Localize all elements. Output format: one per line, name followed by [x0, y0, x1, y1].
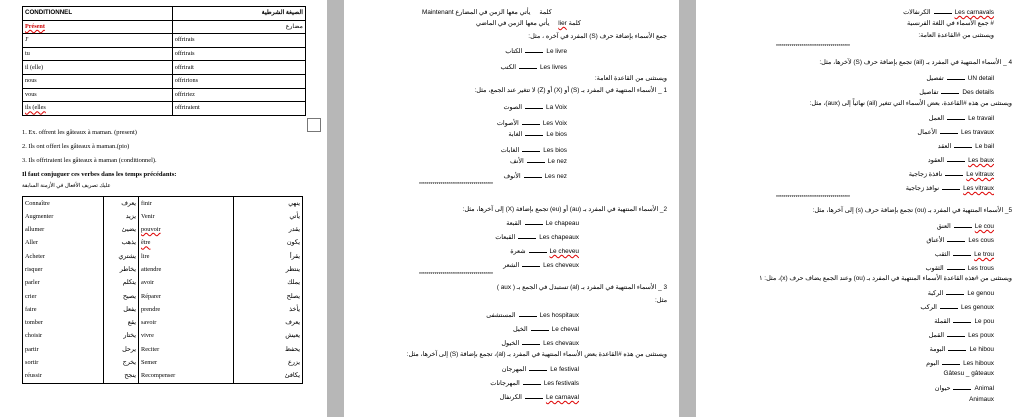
verb-ar-1: يذهب — [104, 237, 139, 250]
example-fr: Le nez — [547, 158, 567, 165]
separator-stars: ************************************** — [776, 44, 850, 50]
fill-blank — [947, 74, 965, 80]
verb-fr-1: Connaître — [23, 197, 104, 211]
verb-fr-2: être — [139, 237, 234, 250]
verb-fr-1: Augmenter — [23, 210, 104, 223]
rule-text: 1 _ الأسماء المنتهية في المفرد بـ (S) أو (X) أو (Z) لا تتغير عند الجمع، مثل: — [474, 87, 667, 94]
example-ar: المهرجانات — [490, 380, 520, 387]
fill-blank — [525, 47, 543, 53]
example-ar: الثقوب — [925, 265, 944, 272]
verb-ar-2: ينتظر — [234, 263, 303, 276]
verb-fr-2: Reciter — [139, 343, 234, 356]
top1-fr: Maintenant — [422, 9, 454, 16]
example-pair — [926, 74, 994, 82]
verb-fr-1: partir — [23, 343, 104, 356]
verb-fr-1: tomber — [23, 317, 104, 330]
example-fr: La Voix — [546, 104, 567, 111]
verb-ar-2: يكون — [234, 237, 303, 250]
rule-text: # جمع الأسماء في اللغة الفرنسية — [907, 20, 994, 27]
example-fr: Les chevaux — [543, 340, 579, 347]
table-row — [23, 290, 303, 303]
fill-blank — [518, 233, 536, 239]
verb-ar-1: يصيح — [104, 290, 139, 303]
example-ar: المهرجان — [501, 366, 527, 373]
example-pair — [929, 331, 994, 339]
separator-stars: ************************************** — [776, 195, 850, 201]
fill-blank — [942, 184, 960, 190]
example-ar: الأصوات — [496, 120, 519, 127]
example-fr: Les bios — [543, 147, 567, 154]
verb-fr-2: savoir — [139, 317, 234, 330]
separator-stars: ************************************** — [419, 182, 493, 188]
fill-blank — [947, 264, 965, 270]
example-ar: شعرة — [510, 248, 526, 255]
example-ar: الخيل — [513, 326, 528, 333]
example-ar: الخيول — [501, 340, 520, 347]
example-pair — [497, 119, 567, 127]
conjugate-heading: Il faut conjuguer ces verbes dans les temps précédants: — [22, 171, 177, 178]
table-resize-handle[interactable] — [307, 118, 321, 132]
example-ar: تفصيل — [926, 75, 944, 82]
example-fr: Les trous — [967, 265, 994, 272]
example-pair — [513, 325, 579, 333]
verb-ar-1: يختار — [104, 330, 139, 343]
example-fr: Des details — [962, 89, 994, 96]
fill-blank — [953, 384, 971, 390]
example-pair — [935, 250, 994, 258]
example-ar: الركبة — [927, 290, 944, 297]
example-ar: الغابات — [500, 147, 520, 154]
example-ar: الصوت — [503, 104, 523, 111]
top2-ar: كلمة — [568, 20, 581, 27]
rule-text: ويستثنى من #القاعدة العامة: — [918, 32, 994, 39]
fill-blank — [947, 114, 965, 120]
example-ar: البومة — [929, 346, 946, 353]
fill-blank — [954, 142, 972, 148]
fill-blank — [945, 170, 963, 176]
verb-ar-2: يأتي — [234, 210, 303, 223]
example-ar: نوافذ زجاجية — [905, 185, 940, 192]
top2-ar2: يأتي معها الزمن في الماضي — [476, 20, 550, 27]
verb-cell: offririons — [172, 74, 305, 88]
example-pair — [503, 103, 567, 111]
verb-ar-1: يخاطر — [104, 263, 139, 276]
example-fr: Le pou — [974, 318, 994, 325]
example-fr: Les genoux — [960, 304, 994, 311]
example-fr: UN detail — [967, 75, 994, 82]
table-row — [23, 210, 303, 223]
top1-ar: كلمة — [539, 9, 552, 16]
verb-ar-1: يتكلم — [104, 277, 139, 290]
example-ar: العقود — [927, 157, 945, 164]
verb-fr-2: Venir — [139, 210, 234, 223]
table-row — [23, 370, 303, 384]
pronoun-cell: tu — [23, 47, 173, 61]
example-pair — [926, 236, 994, 244]
fill-blank — [942, 359, 960, 365]
fill-blank — [948, 345, 966, 351]
example-fr: Le hibou — [969, 346, 994, 353]
pronoun-cell: nous — [23, 74, 173, 88]
example-ar: نافذة زجاجية — [908, 171, 943, 178]
fill-blank — [954, 222, 972, 228]
verb-ar-2: يقرأ — [234, 250, 303, 263]
extra2-fr: Animal — [974, 385, 994, 392]
table-row — [23, 303, 303, 316]
fill-blank — [525, 103, 543, 109]
example-pair — [502, 365, 579, 373]
example-ar: العنق — [936, 223, 951, 230]
extra-line-1: Gâtesu _ gâteaux — [943, 370, 994, 377]
table-row — [23, 34, 306, 48]
verb-ar-2: ينهي — [234, 197, 303, 211]
example-ar: المستشفى — [486, 312, 516, 319]
top-line-1 — [422, 10, 552, 16]
pronoun-cell: ils (elles — [23, 102, 173, 116]
example-ar: الغابة — [508, 131, 523, 138]
verb-fr-1: Aller — [23, 237, 104, 250]
example-fr: Le cheveu — [549, 248, 579, 255]
verb-fr-2: finir — [139, 197, 234, 211]
table-row — [23, 317, 303, 330]
verb-ar-1: يقع — [104, 317, 139, 330]
verb-ar-2: يعرف — [234, 317, 303, 330]
example-pair — [934, 317, 994, 325]
example-fr: Les nez — [544, 173, 567, 180]
fill-blank — [947, 331, 965, 337]
example-2: 2. Ils ont offert les gâteaux à maman.(pio) — [22, 143, 130, 150]
fill-blank — [953, 250, 971, 256]
verb-fr-2: prendre — [139, 303, 234, 316]
extra-line-2 — [935, 384, 994, 392]
example-fr: Les livres — [540, 64, 567, 71]
example-fr: Le vitraux — [966, 171, 994, 178]
rule-text: ويستثنى من هذه #القاعدة، بعض الأسماء التي تتغير (ail) نهائياً إلى (aux)، مثل: — [809, 100, 1012, 107]
verb-ar-1: يخرج — [104, 357, 139, 370]
fill-blank — [946, 289, 964, 295]
verb-ar-1: ينجح — [104, 370, 139, 384]
example-fr: Les vitraux — [963, 185, 994, 192]
example-fr: Les baux — [968, 157, 994, 164]
example-fr: Les travaux — [960, 129, 994, 136]
top-fr: Les carnavals — [954, 9, 994, 16]
table-row — [23, 74, 306, 88]
fill-blank — [519, 63, 537, 69]
document-page-2 — [344, 0, 679, 417]
example-fr: Le bail — [975, 143, 994, 150]
example-pair — [928, 156, 994, 164]
rule-text: 5_ الأسماء المنتهية في المفرد بـ (ou) تجمع بإضافة حرف (s) إلى آخرها، مثل: — [812, 207, 1012, 214]
table-row — [23, 250, 303, 263]
verb-ar-2: يحفظ — [234, 343, 303, 356]
example-fr: Le trou — [974, 251, 994, 258]
example-ar: الثقب — [934, 251, 951, 258]
pronoun-cell: il (elle) — [23, 61, 173, 75]
example-ar: الكرنفال — [499, 394, 522, 401]
verb-ar-2: يقدر — [234, 224, 303, 237]
table-title-right: الصيغة الشرطية — [172, 7, 305, 21]
example-pair — [510, 247, 579, 255]
table-row — [23, 88, 306, 102]
example-fr: Le chapeau — [545, 220, 579, 227]
fill-blank — [525, 219, 543, 225]
example-ar: الأنوف — [503, 173, 521, 180]
verb-ar-1: يضيئ — [104, 224, 139, 237]
fill-blank — [953, 317, 971, 323]
verb-fr-1: Acheter — [23, 250, 104, 263]
fill-blank — [522, 261, 540, 267]
verb-fr-2: vivre — [139, 330, 234, 343]
example-pair — [906, 184, 994, 192]
example-fr: Les Voix — [542, 120, 567, 127]
example-pair — [501, 63, 567, 71]
example-ar: القمل — [928, 332, 945, 339]
example-fr: Les cous — [968, 237, 994, 244]
example-pair — [501, 146, 567, 154]
verb-ar-2: يأخذ — [234, 303, 303, 316]
verb-fr-2: Réparer — [139, 290, 234, 303]
top2-fr: lier — [558, 20, 567, 27]
top-line-2 — [476, 21, 581, 27]
fill-blank — [941, 88, 959, 94]
example-fr: Les hiboux — [963, 360, 994, 367]
fill-blank — [527, 157, 545, 163]
example-fr: Les chapeaux — [539, 234, 579, 241]
extra-line-3: Animaux — [969, 396, 994, 403]
example-ar: القملة — [934, 318, 951, 325]
example-pair — [930, 345, 994, 353]
example-ar: القبعات — [495, 234, 516, 241]
verb-fr-1: réussir — [23, 370, 104, 384]
example-pair — [909, 170, 994, 178]
example-pair — [501, 339, 579, 347]
document-page-1 — [0, 0, 327, 417]
example-fr: Le bios — [546, 131, 567, 138]
top1-ar2: يأتي معها الزمن في المضارع — [455, 9, 531, 16]
table-row — [23, 277, 303, 290]
verb-fr-2: Recompenser — [139, 370, 234, 384]
table-row — [23, 263, 303, 276]
example-ar: الركب — [920, 304, 937, 311]
verb-fr-2: lire — [139, 250, 234, 263]
verb-ar-1: يزيد — [104, 210, 139, 223]
example-pair — [919, 88, 994, 96]
table-title-left: CONDITIONNEL — [23, 7, 173, 21]
fill-blank — [523, 379, 541, 385]
example-pair — [929, 114, 994, 122]
verb-ar-2: يصلح — [234, 290, 303, 303]
example-fr: Le cou — [974, 223, 994, 230]
example-ar: العقد — [937, 143, 952, 150]
fill-blank — [529, 365, 547, 371]
verb-fr-1: parler — [23, 277, 104, 290]
fill-blank — [947, 156, 965, 162]
example-ar: القبعة — [506, 220, 522, 227]
example-pair — [490, 379, 579, 387]
conditionnel-table — [22, 6, 306, 116]
verb-cell: offrirais — [172, 47, 305, 61]
example-pair — [503, 172, 567, 180]
example-ar: البوم — [926, 360, 940, 367]
verb-cell: offrirais — [172, 34, 305, 48]
pronoun-cell: J' — [23, 34, 173, 48]
top-line — [903, 8, 994, 16]
example-fr: Le cheval — [551, 326, 579, 333]
example-fr: Les poux — [968, 332, 994, 339]
verb-cell: offriraient — [172, 102, 305, 116]
example-pair — [500, 393, 579, 401]
example-pair — [926, 359, 994, 367]
fill-blank — [947, 236, 965, 242]
verb-fr-2: avoir — [139, 277, 234, 290]
example-pair — [486, 311, 579, 319]
example-fr: Le carnaval — [545, 394, 579, 401]
verb-ar-2: يزرع — [234, 357, 303, 370]
top-ar: الكرنفالات — [903, 9, 931, 16]
example-ar: الأعناق — [926, 237, 945, 244]
example-pair — [937, 222, 994, 230]
example-pair — [503, 261, 579, 269]
example-fr: Le festival — [550, 366, 579, 373]
table-row — [23, 237, 303, 250]
example-pair — [938, 142, 994, 150]
example-fr: Les cheveux — [543, 262, 579, 269]
example-pair — [917, 128, 994, 136]
verb-ar-1: يعرف — [104, 197, 139, 211]
fill-blank — [524, 172, 542, 178]
fill-blank — [940, 128, 958, 134]
rule-1: جمع الأسماء بإضافة حرف (S) المفرد في آخره ، مثل: — [528, 33, 667, 40]
rule-text: ويستثنى من هذه #القاعدة بعض الأسماء المنتهية في المفرد بـ (al)، تجمع بإضافة (S) إلى آخرها، مثل: — [406, 351, 667, 358]
fill-blank — [522, 146, 540, 152]
verb-ar-1: يرحل — [104, 343, 139, 356]
example-pair — [505, 47, 567, 55]
col2-header: مضارع — [172, 20, 305, 34]
verb-ar-1: يفعل — [104, 303, 139, 316]
example-pair — [510, 157, 567, 165]
rule-text: 4 _ الأسماء المنتهية في المفرد بـ (ail) تجمع بإضافة حرف (S) لآخرها، مثل: — [819, 59, 1012, 66]
example-pair — [508, 130, 567, 138]
fill-blank — [519, 311, 537, 317]
pronoun-cell: vous — [23, 88, 173, 102]
fill-blank — [525, 130, 543, 136]
example-pair — [926, 264, 995, 272]
example-fr: Le genou — [967, 290, 994, 297]
fill-blank — [522, 119, 540, 125]
rule-text: ويستثنى من #هذه القاعدة الأسماء المنتهية في المفرد بـ (ou) وعند الجمع يضاف حرف (x)، مثل: ١ — [759, 275, 1012, 282]
example-pair — [920, 303, 994, 311]
example-pair — [506, 219, 579, 227]
example-pair — [495, 233, 579, 241]
example-ar: الأعمال — [917, 129, 937, 136]
table-row — [23, 330, 303, 343]
verb-cell: offrirait — [172, 61, 305, 75]
verb-fr-2: attendre — [139, 263, 234, 276]
document-page-3 — [696, 0, 1024, 417]
fill-blank — [525, 393, 543, 399]
example-fr: Les festivals — [543, 380, 579, 387]
table-row — [23, 102, 306, 116]
verb-fr-1: allumer — [23, 224, 104, 237]
verb-fr-2: pouvoir — [139, 224, 234, 237]
rule-text: 3 _ الأسماء المنتهية في المفرد بـ (al) تستبدل في الجمع بـ ( aux ) — [496, 284, 667, 291]
example-pair — [928, 289, 994, 297]
verb-fr-2: Semer — [139, 357, 234, 370]
example-fr: Le travail — [968, 115, 994, 122]
verb-ar-2: يكافئ — [234, 370, 303, 384]
verb-fr-1: sortir — [23, 357, 104, 370]
table-row — [23, 357, 303, 370]
example-1: 1. Ex. offrent les gâteaux à maman. (present) — [22, 129, 137, 136]
verb-fr-1: crier — [23, 290, 104, 303]
verbs-table — [22, 196, 303, 384]
verb-ar-2: يعيش — [234, 330, 303, 343]
fill-blank — [934, 8, 952, 14]
example-3: 3. Ils offriraient les gâteaux à maman (conditionnel). — [22, 157, 157, 164]
fill-blank — [529, 247, 547, 253]
extra2-ar: حيوان — [934, 385, 951, 392]
example-ar: الكتاب — [505, 48, 523, 55]
verb-fr-1: faire — [23, 303, 104, 316]
verb-fr-1: choisir — [23, 330, 104, 343]
col1-header: Présent — [23, 20, 173, 34]
example-fr: Les hospitaux — [539, 312, 579, 319]
example-ar: العمل — [928, 115, 945, 122]
rule-text: 2_ الأسماء المنتهية في المفرد بـ (au) أو (eu) تجمع بإضافة (X) إلى آخرها، مثل: — [462, 206, 667, 213]
verb-cell: offririez — [172, 88, 305, 102]
conjugate-heading-ar: عليك تصريف الأفعال في الأزمنة السابقة — [22, 183, 111, 189]
verb-ar-2: يملك — [234, 277, 303, 290]
rule-text: مثل: — [655, 297, 667, 304]
fill-blank — [531, 325, 549, 331]
verb-fr-1: risquer — [23, 263, 104, 276]
fill-blank — [522, 339, 540, 345]
table-row — [23, 47, 306, 61]
separator-stars: ************************************** — [419, 272, 493, 278]
example-ar: الأنف — [509, 158, 524, 165]
example-ar: الشعر — [503, 262, 520, 269]
table-row — [23, 197, 303, 211]
example-ar: الكتب — [500, 64, 516, 71]
table-row — [23, 224, 303, 237]
table-row — [23, 343, 303, 356]
example-ar: تفاصيل — [919, 89, 939, 96]
rule-text: ويستثنى من القاعدة العامة: — [594, 75, 667, 82]
verb-ar-1: يشتري — [104, 250, 139, 263]
table-row — [23, 61, 306, 75]
example-fr: Le livre — [546, 48, 567, 55]
fill-blank — [940, 303, 958, 309]
